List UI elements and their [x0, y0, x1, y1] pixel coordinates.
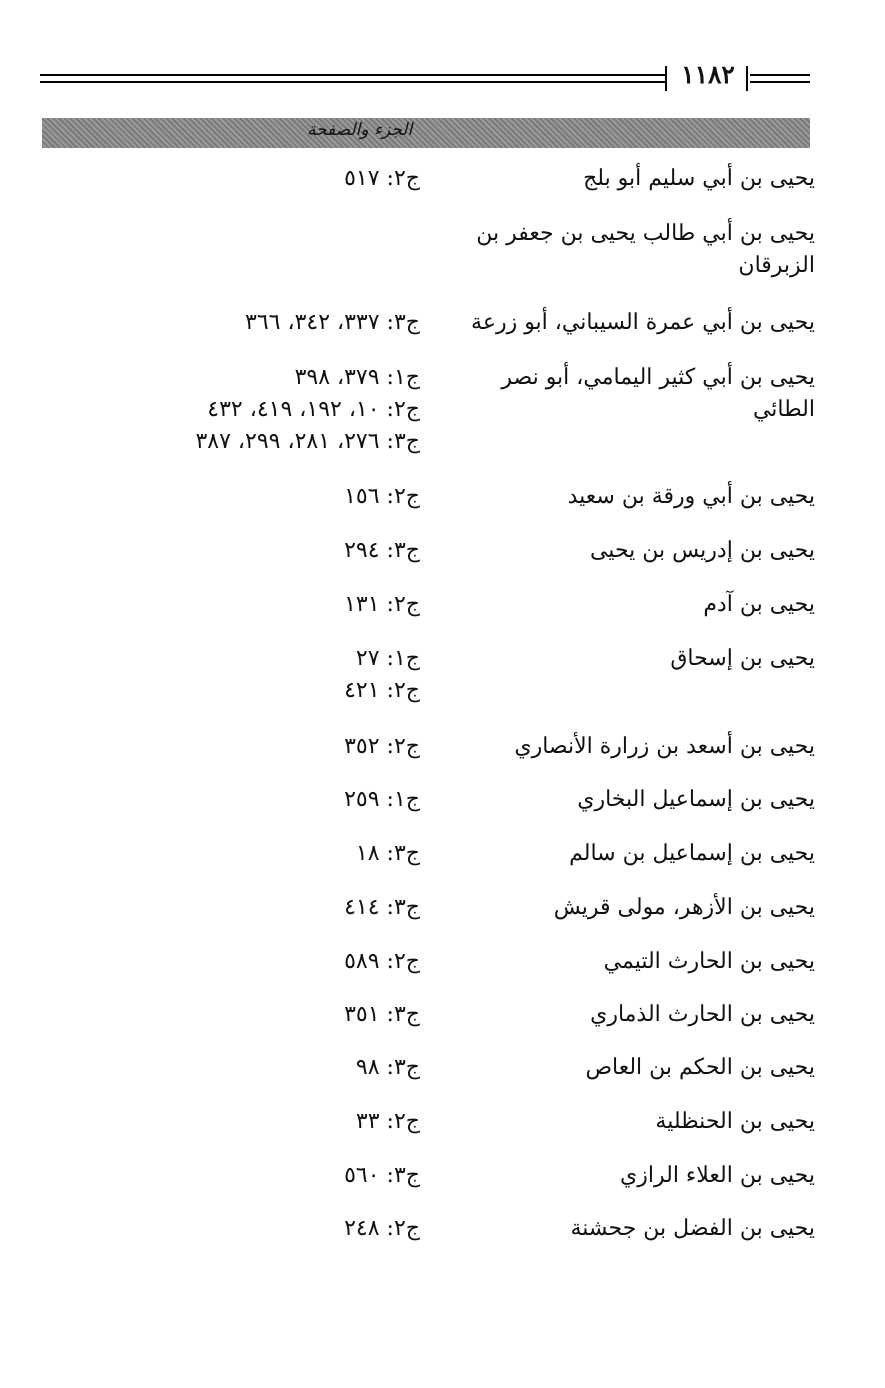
- entry-name: يحيى بن الحارث الذماري: [590, 1002, 815, 1027]
- entry-name: يحيى بن أبي كثير اليمامي، أبو نصر الطائي: [501, 365, 815, 422]
- entry-ref: ج٣: ٣٥١: [344, 1002, 420, 1027]
- entry-ref: ج٣: ٢٩٤: [344, 538, 420, 563]
- entry-ref: ج٢: ٤٢١: [344, 678, 420, 703]
- entry-refs: [40, 643, 420, 707]
- entry-ref: ج١: ٣٧٩، ٣٩٨: [294, 365, 420, 390]
- entry-name: يحيى بن إدريس بن يحيى: [589, 538, 815, 563]
- entry-name: يحيى بن آدم: [703, 592, 815, 617]
- entry-ref: ج٢: ١٣١: [344, 592, 420, 617]
- entry-ref: ج٢: ١٠، ١٩٢، ٤١٩، ٤٣٢: [207, 397, 420, 422]
- header-bar-left: [665, 66, 667, 91]
- entry-refs: [40, 1106, 420, 1138]
- entry-refs: [40, 163, 420, 195]
- header-bar-right: [746, 66, 748, 91]
- column-header-label: الجزء والصفحة: [307, 120, 413, 140]
- entry-name: يحيى بن الحارث التيمي: [603, 949, 815, 974]
- header-double-line-left: [40, 74, 665, 83]
- entry-ref: ج٣: ٩٨: [355, 1055, 420, 1080]
- entry-ref: ج٣: ٢٧٦، ٢٨١، ٢٩٩، ٣٨٧: [195, 429, 420, 454]
- entry-ref: ج٣: ٥٦٠: [344, 1163, 420, 1188]
- entry-ref: ج٢: ٥٨٩: [344, 949, 420, 974]
- entry-name: يحيى بن إسماعيل البخاري: [577, 787, 815, 812]
- entry-refs: [40, 1052, 420, 1084]
- entry-refs: [40, 362, 420, 458]
- entry-refs: [40, 784, 420, 816]
- entry-refs: [40, 946, 420, 978]
- entry-name: يحيى بن أبي ورقة بن سعيد: [567, 484, 815, 509]
- entry-refs: [40, 1213, 420, 1245]
- entry-refs: [40, 307, 420, 339]
- entry-refs: [40, 589, 420, 621]
- entry-ref: ج٢: ٥١٧: [344, 166, 420, 191]
- entry-ref: ج١: ٢٧: [355, 646, 420, 671]
- entry-name: يحيى بن الفضل بن جحشنة: [570, 1216, 815, 1241]
- entry-ref: ج٣: ٤١٤: [344, 895, 420, 920]
- entry-refs: [40, 731, 420, 763]
- entry-refs: [40, 838, 420, 870]
- entry-ref: ج١: ٢٥٩: [344, 787, 420, 812]
- entry-ref: ج٢: ٢٤٨: [344, 1216, 420, 1241]
- entry-refs: [40, 892, 420, 924]
- page-number: ١١٨٢: [681, 60, 735, 89]
- entry-refs: [40, 1160, 420, 1192]
- entry-name: يحيى بن الحكم بن العاص: [585, 1055, 815, 1080]
- header-double-line-right: [750, 74, 810, 83]
- entry-name: يحيى بن أبي عمرة السيباني، أبو زرعة: [471, 310, 815, 335]
- entry-name: يحيى بن أبي طالب يحيى بن جعفر بن الزبرقان: [476, 221, 815, 278]
- entry-name: يحيى بن العلاء الرازي: [620, 1163, 815, 1188]
- entry-refs: [40, 481, 420, 513]
- entry-name: يحيى بن الأزهر، مولى قريش: [553, 895, 815, 920]
- entry-name: يحيى بن الحنظلية: [655, 1109, 815, 1134]
- entry-ref: ج٣: ٣٣٧، ٣٤٢، ٣٦٦: [245, 310, 420, 335]
- entry-name: يحيى بن أسعد بن زرارة الأنصاري: [514, 734, 815, 759]
- entry-name: يحيى بن إسماعيل بن سالم: [569, 841, 815, 866]
- entry-ref: ج٢: ٣٣: [355, 1109, 420, 1134]
- entry-ref: ج٢: ٣٥٢: [344, 734, 420, 759]
- entry-name: يحيى بن إسحاق: [670, 646, 815, 671]
- entry-ref: ج٣: ١٨: [355, 841, 420, 866]
- page-header-rule: [40, 60, 810, 96]
- entry-refs: [40, 535, 420, 567]
- column-header-band: [42, 118, 810, 148]
- entry-name: يحيى بن أبي سليم أبو بلج: [583, 166, 815, 191]
- entry-ref: ج٢: ١٥٦: [344, 484, 420, 509]
- entry-refs: [40, 999, 420, 1031]
